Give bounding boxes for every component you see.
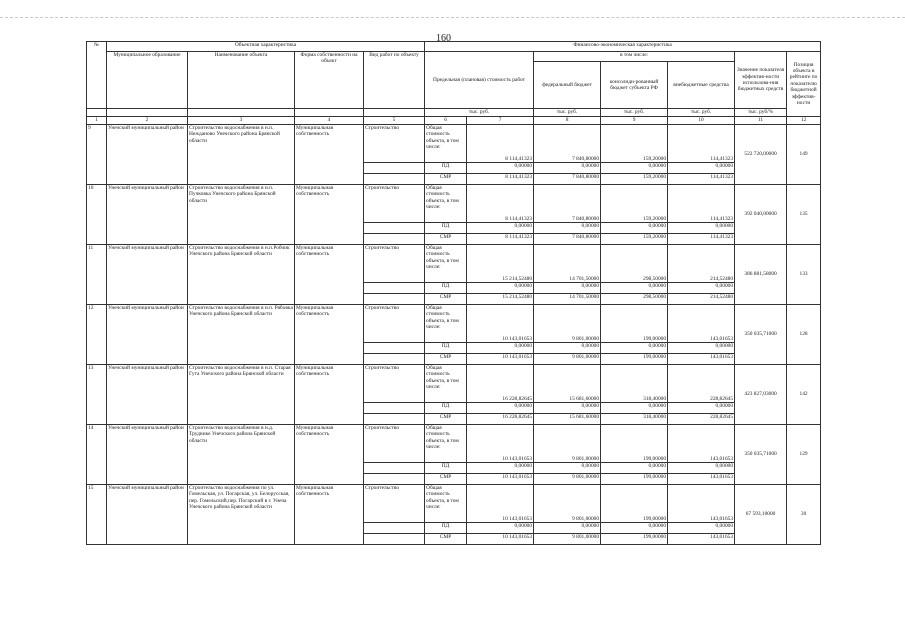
header-fin-char: Финансово-экономическая характеристика <box>425 42 821 52</box>
object-name-cell: Строительство водоснабжения в н.п. Старая Гута Унечского района Брянской области <box>188 365 295 425</box>
unit-cost: тыс. руб. <box>425 109 534 117</box>
work-type-cell: Строительство <box>364 245 425 283</box>
header-federal: федеральный бюджет <box>534 62 601 109</box>
efficiency-cell: 522 720,00000 <box>735 125 787 185</box>
total-value-cell: 143,01653 <box>668 425 735 463</box>
pd-value-cell: 0,00000 <box>601 463 668 474</box>
total-cost-label <box>425 125 467 163</box>
pd-value-cell: 0,00000 <box>668 283 735 294</box>
total-cost-label-line: Общая <box>426 125 442 131</box>
work-type-cell: Строительство <box>364 365 425 403</box>
units-empty <box>188 109 295 117</box>
total-cost-label-line: Общая <box>426 365 442 371</box>
pd-value-cell: 0,00000 <box>534 463 601 474</box>
col-num: 9 <box>601 117 668 125</box>
table-row <box>87 305 821 343</box>
total-value-cell: 214,52480 <box>668 245 735 283</box>
smr-value-cell: 15 681,60000 <box>534 414 601 425</box>
smr-value-cell: 199,00000 <box>601 354 668 365</box>
unit-consolidated: тыс. руб. <box>601 109 668 117</box>
object-name-cell: Строительство водоснабжения в н.п.Робчик Унечского района Брянской области <box>188 245 295 305</box>
ownership-cell: Муниципальная собственность <box>295 485 364 545</box>
smr-label: СМР <box>425 534 467 545</box>
work-type-empty <box>364 463 425 474</box>
total-value-cell: 228,82645 <box>668 365 735 403</box>
row-number: 14 <box>87 425 107 485</box>
pd-value-cell: 0,00000 <box>467 523 534 534</box>
row-number: 10 <box>87 185 107 245</box>
efficiency-cell: 386 881,58000 <box>735 245 787 305</box>
col-num: 12 <box>787 117 821 125</box>
work-type-empty <box>364 354 425 365</box>
header-including: в том числе: <box>534 52 735 62</box>
header-cost: Предельная (плановая) стоимость работ <box>425 52 534 109</box>
total-value-cell: 9 801,00000 <box>534 305 601 343</box>
pd-label: ПД <box>425 523 467 534</box>
table-row <box>87 365 821 403</box>
total-cost-label-line: Общая <box>426 425 442 431</box>
pd-value-cell: 0,00000 <box>534 283 601 294</box>
work-type-empty <box>364 414 425 425</box>
total-cost-label-line: объекта, в том <box>426 437 459 444</box>
smr-value-cell: 10 143,01653 <box>467 354 534 365</box>
smr-value-cell: 8 114,41323 <box>467 174 534 185</box>
units-row <box>87 109 821 117</box>
smr-label: СМР <box>425 174 467 185</box>
smr-value-cell: 114,41323 <box>668 174 735 185</box>
total-value-cell: 10 143,01653 <box>467 485 534 523</box>
col-num: 1 <box>87 117 107 125</box>
total-cost-label <box>425 305 467 343</box>
pd-label: ПД <box>425 403 467 414</box>
total-value-cell: 10 143,01653 <box>467 425 534 463</box>
col-num: 6 <box>425 117 467 125</box>
work-type-cell: Строительство <box>364 185 425 223</box>
rank-cell: 128 <box>787 305 821 365</box>
total-value-cell: 9 801,00000 <box>534 425 601 463</box>
total-cost-label-line: числе: <box>426 504 441 511</box>
pd-value-cell: 0,00000 <box>668 523 735 534</box>
smr-label: СМР <box>425 414 467 425</box>
header-consolidated: консолиди-рованный бюджет субъекта РФ <box>601 62 668 109</box>
header-work-type: Вид работ по объекту <box>364 52 425 109</box>
total-cost-label-line: стоимость <box>426 311 450 318</box>
total-cost-label-line: стоимость <box>426 371 450 378</box>
header-object-name: Наименование объекта <box>188 52 295 109</box>
work-type-empty <box>364 534 425 545</box>
total-cost-label-line: стоимость <box>426 431 450 438</box>
units-empty <box>295 109 364 117</box>
header-rank: Позиция объекта в рейтинге по показателю бюджетной эффектив-ности <box>787 52 821 117</box>
column-numbers-row <box>87 117 821 125</box>
total-cost-label <box>425 365 467 403</box>
smr-value-cell: 159,20000 <box>601 174 668 185</box>
rank-cell: 142 <box>787 365 821 425</box>
work-type-empty <box>364 343 425 354</box>
smr-value-cell: 199,00000 <box>601 534 668 545</box>
col-num: 11 <box>735 117 787 125</box>
smr-value-cell: 143,01653 <box>668 354 735 365</box>
smr-value-cell: 9 801,00000 <box>534 474 601 485</box>
total-value-cell: 143,01653 <box>668 485 735 523</box>
total-cost-label <box>425 425 467 463</box>
total-value-cell: 8 114,41323 <box>467 185 534 223</box>
pd-value-cell: 0,00000 <box>601 163 668 174</box>
smr-value-cell: 143,01653 <box>668 534 735 545</box>
object-name-cell: Строительство водоснабжения по ул. Гомельская, ул. Погарская, ул. Белорусская, пер. Гомельский,пер. Погарский в г. Унеча Унечского района Брянской области <box>188 485 295 545</box>
smr-value-cell: 114,41323 <box>668 234 735 245</box>
work-type-empty <box>364 474 425 485</box>
work-type-empty <box>364 403 425 414</box>
col-num: 3 <box>188 117 295 125</box>
object-name-cell: Строительство водоснабжения в н.п. Рябовка Унечского района Брянской области <box>188 305 295 365</box>
total-value-cell: 7 840,80000 <box>534 125 601 163</box>
smr-value-cell: 298,50000 <box>601 294 668 305</box>
smr-value-cell: 7 840,80000 <box>534 234 601 245</box>
total-value-cell: 159,20000 <box>601 185 668 223</box>
total-cost-label-line: объекта, в том <box>426 197 459 204</box>
unit-efficiency: тыс. руб/% <box>735 109 787 117</box>
header-row-middle <box>87 52 821 62</box>
pd-value-cell: 0,00000 <box>534 223 601 234</box>
work-type-empty <box>364 223 425 234</box>
total-cost-label-line: объекта, в том <box>426 257 459 264</box>
total-value-cell: 159,20000 <box>601 125 668 163</box>
rank-cell: 133 <box>787 245 821 305</box>
efficiency-cell: 67 593,10000 <box>735 485 787 545</box>
pd-value-cell: 0,00000 <box>467 403 534 414</box>
total-cost-label-line: числе: <box>426 204 441 211</box>
investment-table <box>86 41 821 545</box>
municipality-cell: Унечский муниципальный район <box>107 245 188 305</box>
municipality-cell: Унечский муниципальный район <box>107 425 188 485</box>
total-cost-label-line: стоимость <box>426 251 450 258</box>
object-name-cell: Строительство водоснабжения в н.п. Неждановo Унечского района Брянской области <box>188 125 295 185</box>
municipality-cell: Унечский муниципальный район <box>107 365 188 425</box>
total-cost-label <box>425 245 467 283</box>
pd-value-cell: 0,00000 <box>534 163 601 174</box>
pd-value-cell: 0,00000 <box>467 343 534 354</box>
municipality-cell: Унечский муниципальный район <box>107 125 188 185</box>
efficiency-cell: 423 827,03000 <box>735 365 787 425</box>
efficiency-cell: 392 040,00000 <box>735 185 787 245</box>
total-cost-label-line: стоимость <box>426 491 450 498</box>
total-cost-label <box>425 185 467 223</box>
pd-value-cell: 0,00000 <box>601 283 668 294</box>
total-value-cell: 15 681,60000 <box>534 365 601 403</box>
row-number: 12 <box>87 305 107 365</box>
total-cost-label-line: числе: <box>426 144 441 151</box>
total-cost-label-line: Общая <box>426 245 442 251</box>
pd-value-cell: 0,00000 <box>601 403 668 414</box>
total-cost-label <box>425 485 467 523</box>
total-value-cell: 199,00000 <box>601 305 668 343</box>
smr-label: СМР <box>425 294 467 305</box>
row-number: 11 <box>87 245 107 305</box>
pd-value-cell: 0,00000 <box>668 403 735 414</box>
pd-label: ПД <box>425 163 467 174</box>
total-value-cell: 143,01653 <box>668 305 735 343</box>
work-type-cell: Строительство <box>364 305 425 343</box>
total-value-cell: 15 214,52480 <box>467 245 534 283</box>
pd-value-cell: 0,00000 <box>467 463 534 474</box>
total-value-cell: 114,41323 <box>668 185 735 223</box>
object-name-cell: Строительство водоснабжения в н.п. Пучковка Унечского района Брянской области <box>188 185 295 245</box>
ownership-cell: Муниципальная собственность <box>295 365 364 425</box>
header-no: № <box>87 42 107 109</box>
work-type-empty <box>364 174 425 185</box>
rank-cell: 135 <box>787 185 821 245</box>
total-value-cell: 8 114,41323 <box>467 125 534 163</box>
total-cost-label-line: Общая <box>426 305 442 311</box>
table-row <box>87 425 821 463</box>
smr-value-cell: 214,52480 <box>668 294 735 305</box>
col-num: 2 <box>107 117 188 125</box>
total-cost-label-line: Общая <box>426 185 442 191</box>
smr-label: СМР <box>425 354 467 365</box>
header-row-top <box>87 42 821 52</box>
col-num: 10 <box>668 117 735 125</box>
table-row <box>87 185 821 223</box>
efficiency-cell: 350 035,71000 <box>735 425 787 485</box>
table-row <box>87 125 821 163</box>
smr-value-cell: 199,00000 <box>601 474 668 485</box>
total-value-cell: 199,00000 <box>601 425 668 463</box>
total-value-cell: 7 840,80000 <box>534 185 601 223</box>
units-empty <box>107 109 188 117</box>
total-value-cell: 298,50000 <box>601 245 668 283</box>
work-type-empty <box>364 163 425 174</box>
table-row <box>87 485 821 523</box>
units-empty <box>87 109 107 117</box>
col-num: 4 <box>295 117 364 125</box>
unit-federal: тыс. руб. <box>534 109 601 117</box>
table-body <box>87 42 821 545</box>
pd-label: ПД <box>425 463 467 474</box>
col-num: 5 <box>364 117 425 125</box>
ownership-cell: Муниципальная собственность <box>295 185 364 245</box>
total-cost-label-line: стоимость <box>426 131 450 138</box>
smr-value-cell: 159,20000 <box>601 234 668 245</box>
smr-value-cell: 228,82645 <box>668 414 735 425</box>
total-cost-label-line: числе: <box>426 264 441 271</box>
work-type-empty <box>364 283 425 294</box>
total-cost-label-line: числе: <box>426 384 441 391</box>
ownership-cell: Муниципальная собственность <box>295 245 364 305</box>
smr-label: СМР <box>425 234 467 245</box>
smr-value-cell: 9 801,00000 <box>534 534 601 545</box>
work-type-cell: Строительство <box>364 425 425 463</box>
smr-value-cell: 8 114,41323 <box>467 234 534 245</box>
table-row <box>87 245 821 283</box>
total-cost-label-line: числе: <box>426 444 441 451</box>
object-name-cell: Строительство водоснабжения в н.д. Труднике Унечского района Брянской области <box>188 425 295 485</box>
smr-value-cell: 7 840,80000 <box>534 174 601 185</box>
efficiency-cell: 350 035,71000 <box>735 305 787 365</box>
total-cost-label-line: числе: <box>426 324 441 331</box>
total-cost-label-line: объекта, в том <box>426 497 459 504</box>
rank-cell: 129 <box>787 425 821 485</box>
total-cost-label-line: стоимость <box>426 191 450 198</box>
total-value-cell: 14 701,50000 <box>534 245 601 283</box>
work-type-empty <box>364 234 425 245</box>
smr-value-cell: 9 801,00000 <box>534 354 601 365</box>
pd-value-cell: 0,00000 <box>601 343 668 354</box>
smr-value-cell: 16 228,82645 <box>467 414 534 425</box>
page-number: 160 <box>436 33 451 44</box>
total-cost-label-line: объекта, в том <box>426 317 459 324</box>
pd-value-cell: 0,00000 <box>467 163 534 174</box>
rank-cell: 30 <box>787 485 821 545</box>
row-number: 13 <box>87 365 107 425</box>
total-cost-label-line: Общая <box>426 485 442 491</box>
work-type-cell: Строительство <box>364 125 425 163</box>
pd-value-cell: 0,00000 <box>668 223 735 234</box>
total-value-cell: 114,41323 <box>668 125 735 163</box>
total-value-cell: 10 143,01653 <box>467 305 534 343</box>
work-type-empty <box>364 294 425 305</box>
ownership-cell: Муниципальная собственность <box>295 425 364 485</box>
pd-value-cell: 0,00000 <box>534 523 601 534</box>
pd-label: ПД <box>425 343 467 354</box>
pd-label: ПД <box>425 223 467 234</box>
smr-value-cell: 318,40000 <box>601 414 668 425</box>
smr-label: СМР <box>425 474 467 485</box>
rank-cell: 149 <box>787 125 821 185</box>
pd-value-cell: 0,00000 <box>534 403 601 414</box>
total-cost-label-line: объекта, в том <box>426 377 459 384</box>
page-edge-line <box>0 17 905 18</box>
pd-label: ПД <box>425 283 467 294</box>
header-ownership: Форма собственности на объект <box>295 52 364 109</box>
row-number: 15 <box>87 485 107 545</box>
total-value-cell: 199,00000 <box>601 485 668 523</box>
work-type-empty <box>364 523 425 534</box>
pd-value-cell: 0,00000 <box>601 523 668 534</box>
header-extrabudget: внебюджетные средства <box>668 62 735 109</box>
total-value-cell: 9 801,00000 <box>534 485 601 523</box>
ownership-cell: Муниципальная собственность <box>295 125 364 185</box>
pd-value-cell: 0,00000 <box>668 163 735 174</box>
pd-value-cell: 0,00000 <box>467 283 534 294</box>
municipality-cell: Унечский муниципальный район <box>107 305 188 365</box>
header-object-char: Объектная характеристика <box>107 42 425 52</box>
smr-value-cell: 10 143,01653 <box>467 474 534 485</box>
header-efficiency: Значение показателя эффектив-ности использова-ния бюджетных средств <box>735 52 787 109</box>
pd-value-cell: 0,00000 <box>534 343 601 354</box>
units-empty <box>364 109 425 117</box>
header-municipality: Муниципальное образование <box>107 52 188 109</box>
pd-value-cell: 0,00000 <box>668 343 735 354</box>
pd-value-cell: 0,00000 <box>467 223 534 234</box>
smr-value-cell: 15 214,52480 <box>467 294 534 305</box>
smr-value-cell: 10 143,01653 <box>467 534 534 545</box>
col-num: 7 <box>467 117 534 125</box>
municipality-cell: Унечский муниципальный район <box>107 485 188 545</box>
smr-value-cell: 14 701,50000 <box>534 294 601 305</box>
total-cost-label-line: объекта, в том <box>426 137 459 144</box>
unit-extrabudget: тыс. руб. <box>668 109 735 117</box>
pd-value-cell: 0,00000 <box>668 463 735 474</box>
pd-value-cell: 0,00000 <box>601 223 668 234</box>
row-number: 9 <box>87 125 107 185</box>
municipality-cell: Унечский муниципальный район <box>107 185 188 245</box>
work-type-cell: Строительство <box>364 485 425 523</box>
smr-value-cell: 143,01653 <box>668 474 735 485</box>
ownership-cell: Муниципальная собственность <box>295 305 364 365</box>
total-value-cell: 16 228,82645 <box>467 365 534 403</box>
col-num: 8 <box>534 117 601 125</box>
total-value-cell: 318,40000 <box>601 365 668 403</box>
